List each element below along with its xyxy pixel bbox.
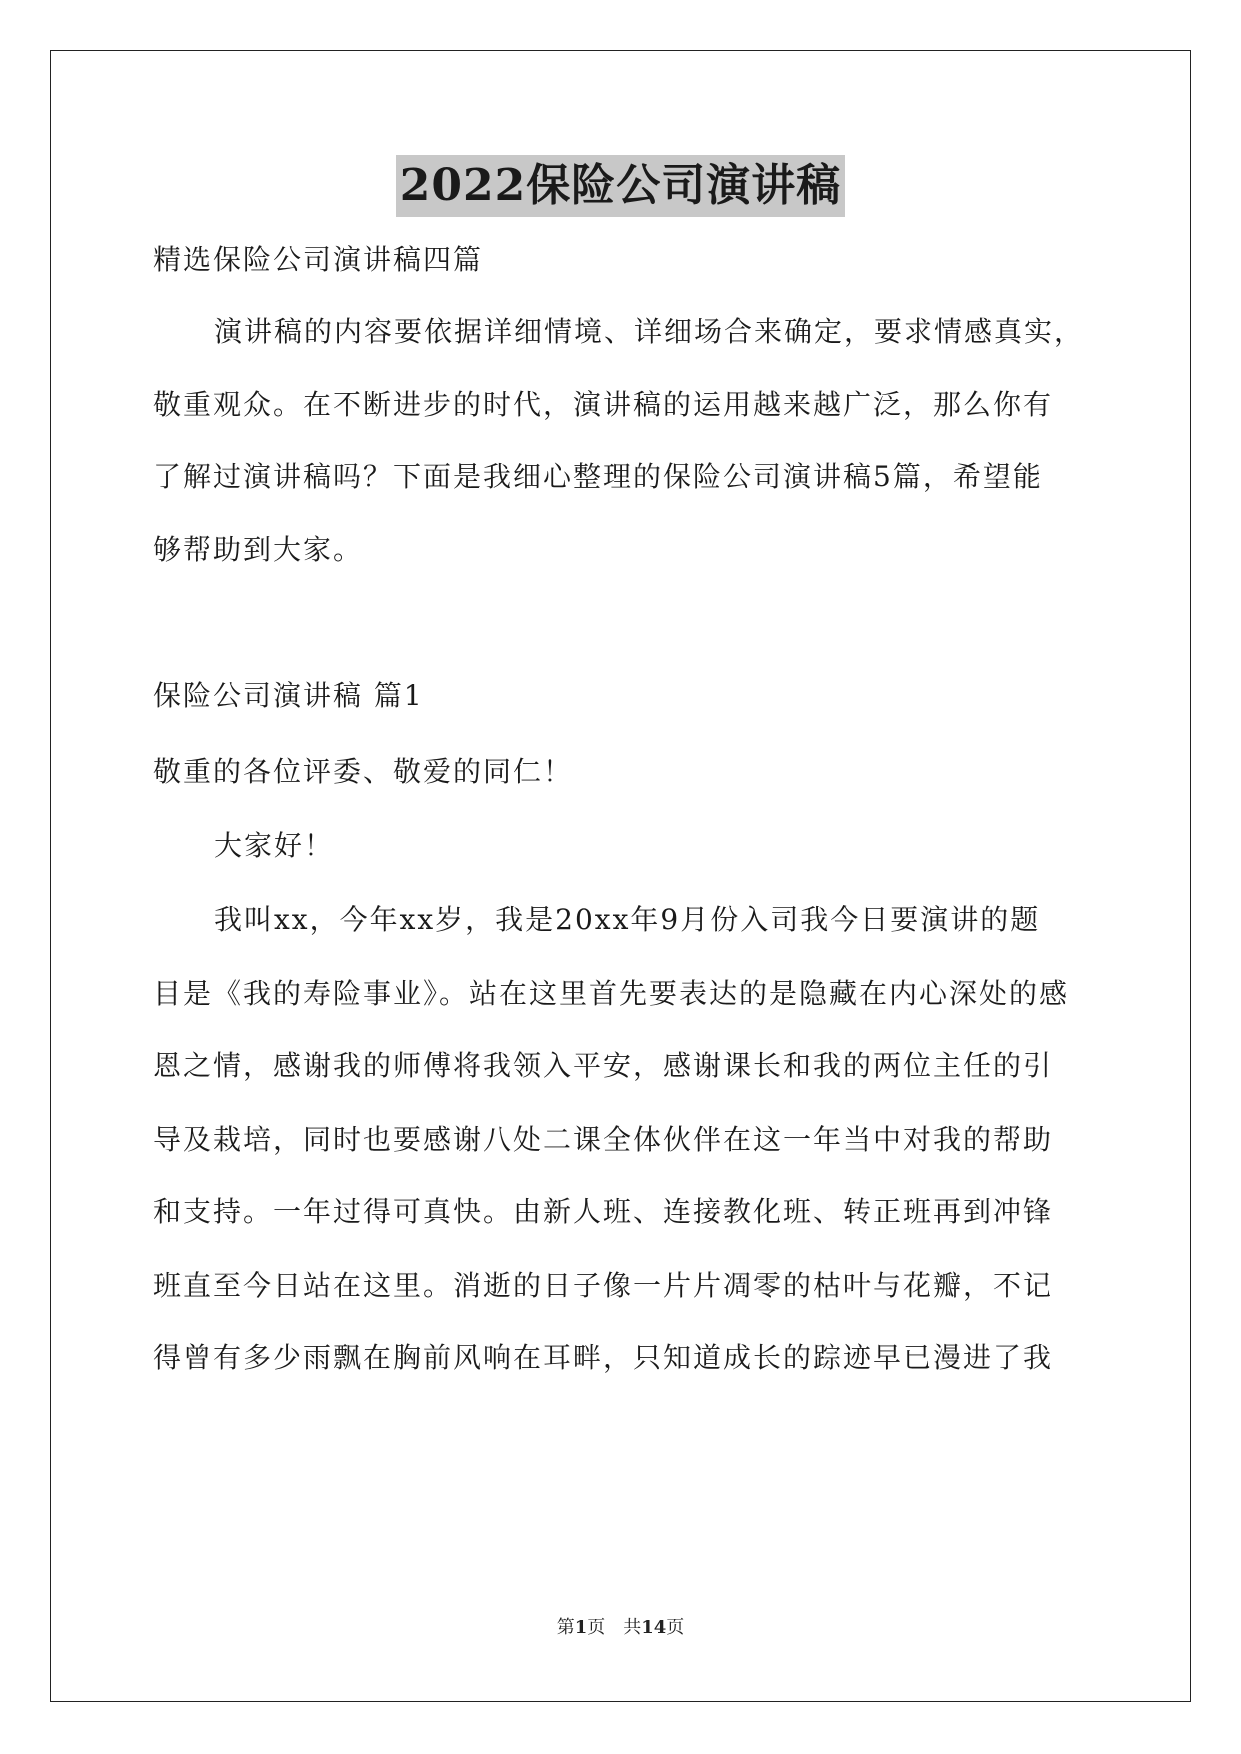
body-line: 我叫xx，今年xx岁，我是20xx年9月份入司我今日要演讲的题 xyxy=(214,903,1041,936)
page-number: 1 xyxy=(574,1617,588,1638)
salutation: 敬重的各位评委、敬爱的同仁！ xyxy=(153,755,574,788)
total-pages: 14 xyxy=(641,1617,667,1638)
page-footer xyxy=(0,1616,1241,1640)
section-heading: 保险公司演讲稿 篇1 xyxy=(153,679,424,712)
body-line: 得曾有多少雨飘在胸前风响在耳畔，只知道成长的踪迹早已漫进了我 xyxy=(153,1341,1054,1374)
intro-line: 了解过演讲稿吗？下面是我细心整理的保险公司演讲稿5篇，希望能 xyxy=(153,460,1043,493)
body-line: 导及栽培，同时也要感谢八处二课全体伙伴在这一年当中对我的帮助 xyxy=(153,1123,1054,1156)
document-subtitle: 精选保险公司演讲稿四篇 xyxy=(153,243,484,276)
intro-line: 敬重观众。在不断进步的时代，演讲稿的运用越来越广泛，那么你有 xyxy=(153,388,1054,421)
intro-line: 够帮助到大家。 xyxy=(153,533,364,566)
title-container xyxy=(0,155,1241,217)
page-prefix: 第 xyxy=(556,1617,575,1638)
page-border xyxy=(50,50,1191,1702)
body-line: 目是《我的寿险事业》。站在这里首先要表达的是隐藏在内心深处的感 xyxy=(153,977,1070,1010)
greeting: 大家好！ xyxy=(214,829,335,862)
body-line: 班直至今日站在这里。消逝的日子像一片片凋零的枯叶与花瓣，不记 xyxy=(153,1269,1054,1302)
document-title: 2022保险公司演讲稿 xyxy=(396,155,845,217)
intro-line: 演讲稿的内容要依据详细情境、详细场合来确定，要求情感真实， xyxy=(214,315,1085,348)
total-suffix: 页 xyxy=(666,1617,685,1638)
page-suffix: 页 xyxy=(587,1617,606,1638)
body-line: 恩之情，感谢我的师傅将我领入平安，感谢课长和我的两位主任的引 xyxy=(153,1049,1054,1082)
body-line: 和支持。一年过得可真快。由新人班、连接教化班、转正班再到冲锋 xyxy=(153,1195,1054,1228)
total-prefix: 共 xyxy=(623,1617,642,1638)
